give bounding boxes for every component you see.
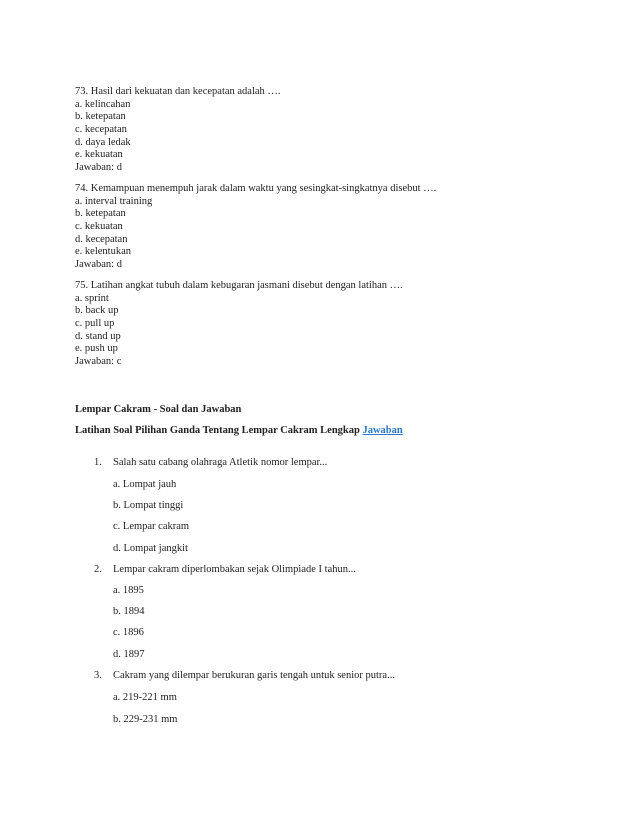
answer: Jawaban: d [75,259,122,271]
option: d. Lompat jangkit [113,543,188,554]
question-text: 73. Hasil dari kekuatan dan kecepatan adalah …. [75,86,281,97]
option: a. interval training [75,195,153,207]
option: a. 1895 [113,585,144,596]
option: e. kelentukan [75,246,131,258]
question-text: 74. Kemampuan menempuh jarak dalam waktu yang sesingkat-singkatnya disebut …. [75,183,437,194]
option: a. 219-221 mm [113,692,177,703]
item-text: Salah satu cabang olahraga Atletik nomor lempar... [113,457,328,468]
question-block-73 [75,86,595,175]
item-text: Lempar cakram diperlombakan sejak Olimpiade I tahun... [113,564,356,575]
option: d. 1897 [113,649,145,660]
option: a. sprint [75,292,109,304]
option: d. kecepatan [75,233,128,245]
question-block-74 [75,183,595,272]
option: d. stand up [75,330,121,342]
question-block-75 [75,280,595,369]
option: a. kelincahan [75,98,131,110]
option: b. ketepatan [75,111,126,123]
option: e. kekuatan [75,149,123,161]
option: e. push up [75,343,118,355]
jawaban-link[interactable]: Jawaban [362,425,403,436]
section-title: Lempar Cakram - Soal dan Jawaban [75,404,242,415]
option: b. ketepatan [75,208,126,220]
answer: Jawaban: c [75,356,122,368]
item-number: 3. [94,670,102,681]
option: b. 229-231 mm [113,714,178,725]
option: b. 1894 [113,606,145,617]
option: b. Lompat tinggi [113,500,184,511]
subtitle-text: Latihan Soal Pilihan Ganda Tentang Lempar Cakram Lengkap [75,425,363,436]
option: c. kekuatan [75,221,123,233]
option: c. Lempar cakram [113,521,190,532]
item-number: 2. [94,564,102,575]
option: b. back up [75,305,119,317]
section-subtitle [75,425,403,436]
option: c. 1896 [113,627,144,638]
item-number: 1. [94,457,102,468]
item-text: Cakram yang dilempar berukuran garis tengah untuk senior putra... [113,670,395,681]
option: a. Lompat jauh [113,479,177,490]
option: c. kecepatan [75,124,127,136]
option: c. pull up [75,318,115,330]
question-text: 75. Latihan angkat tubuh dalam kebugaran jasmani disebut dengan latihan …. [75,280,403,291]
option: d. daya ledak [75,136,131,148]
answer: Jawaban: d [75,162,122,174]
